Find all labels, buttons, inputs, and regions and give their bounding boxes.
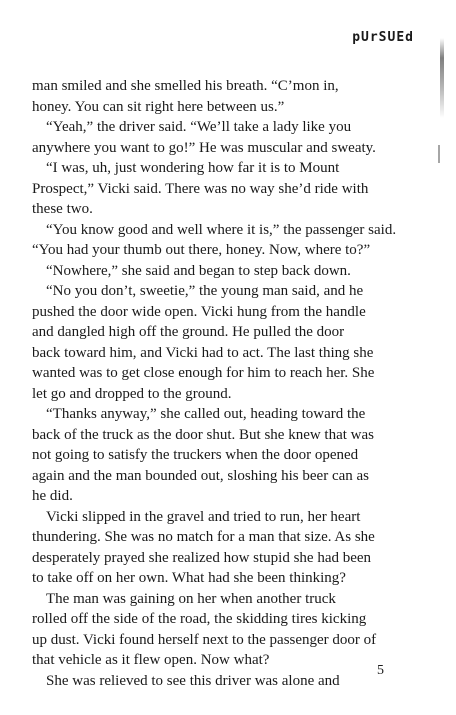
text-line: pushed the door wide open. Vicki hung from the handle xyxy=(32,303,366,320)
body-text xyxy=(32,76,436,691)
text-line: “Thanks anyway,” she called out, heading toward the xyxy=(46,406,366,422)
running-head-title: pUrSUEd xyxy=(352,30,414,45)
text-line: Vicki slipped in the gravel and tried to run, her heart xyxy=(46,508,361,525)
text-line: “No you don’t, sweetie,” the young man said, and he xyxy=(46,283,364,299)
text-line: “Nowhere,” she said and began to step back down. xyxy=(46,262,351,279)
text-line: thundering. She was no match for a man that size. As she xyxy=(32,529,375,545)
text-line: “You had your thumb out there, honey. Now, where to?” xyxy=(32,242,371,258)
text-line: The man was gaining on her when another truck xyxy=(46,590,336,607)
text-line: honey. You can sit right here between us.” xyxy=(32,98,285,115)
text-line: “You know good and well where it is,” the passenger said. xyxy=(46,221,397,238)
text-line: he did. xyxy=(32,488,73,504)
text-line: again and the man bounded out, sloshing his beer can as xyxy=(32,467,370,484)
text-line: “Yeah,” the driver said. “We’ll take a lady like you xyxy=(46,119,352,135)
text-line: back toward him, and Vicki had to act. The last thing she xyxy=(32,344,374,361)
text-line: man smiled and she smelled his breath. “C’mon in, xyxy=(32,78,339,94)
text-line: up dust. Vicki found herself next to the passenger door of xyxy=(32,631,377,648)
text-line: She was relieved to see this driver was alone and xyxy=(46,672,340,689)
text-line: wanted was to get close enough for him to reach her. She xyxy=(32,365,375,381)
text-line: rolled off the side of the road, the skidding tires kicking xyxy=(32,611,367,627)
text-line: Prospect,” Vicki said. There was no way she’d ride with xyxy=(32,180,369,197)
text-line: and dangled high off the ground. He pulled the door xyxy=(32,324,345,340)
text-line: let go and dropped to the ground. xyxy=(32,385,232,402)
text-line: that vehicle as it flew open. Now what? xyxy=(32,652,270,668)
page-edge-smudge xyxy=(440,38,444,118)
page-edge-mark xyxy=(438,145,440,163)
text-line: back of the truck as the door shut. But she knew that was xyxy=(32,426,375,443)
text-line: these two. xyxy=(32,201,93,217)
text-line: not going to satisfy the truckers when the door opened xyxy=(32,447,359,463)
text-line: anywhere you want to go!” He was muscular and sweaty. xyxy=(32,139,376,156)
page-number: 5 xyxy=(377,663,384,678)
text-line: “I was, uh, just wondering how far it is to Mount xyxy=(46,160,340,176)
text-line: to take off on her own. What had she been thinking? xyxy=(32,570,346,586)
text-line: desperately prayed she realized how stupid she had been xyxy=(32,549,372,566)
